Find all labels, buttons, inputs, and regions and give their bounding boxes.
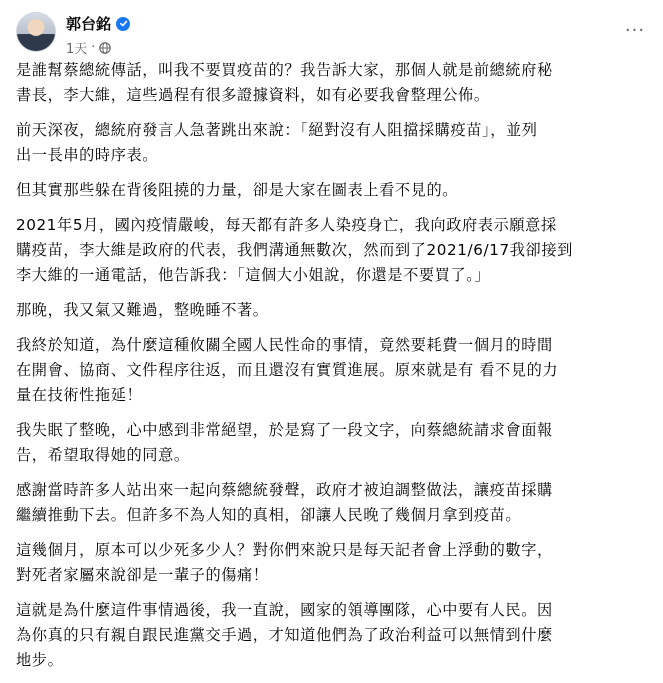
- verified-badge-icon: [116, 17, 130, 31]
- post-text-line: 李大維的一通電話，他告訴我：「這個大小姐說，你還是不要買了。」: [16, 266, 491, 284]
- post-paragraph: [16, 298, 644, 323]
- post-paragraph: [16, 213, 644, 288]
- post-text-line: 是誰幫蔡總統傳話，叫我不要買疫苗的？我告訴大家，那個人就是前總統府秘: [16, 61, 553, 79]
- post-text-line: 對死者家屬來說卻是一輩子的傷痛！: [16, 566, 269, 584]
- post-paragraph: [16, 418, 644, 468]
- post-text-line: 我終於知道，為什麼這種攸關全國人民性命的事情，竟然要耗費一個月的時間: [16, 336, 553, 354]
- globe-icon[interactable]: [99, 42, 111, 54]
- post-text-line: 2021年5月，國內疫情嚴峻，每天都有許多人染疫身亡，我向政府表示願意採: [16, 216, 557, 234]
- post-meta: [66, 38, 111, 57]
- post-text-line: 購疫苗，李大維是政府的代表，我們溝通無數次，然而到了2021/6/17我卻接到: [16, 241, 573, 259]
- post-paragraph: [16, 478, 644, 528]
- post-text-line: 我失眠了整晚，心中感到非常絕望，於是寫了一段文字，向蔡總統請求會面報: [16, 421, 553, 439]
- post-text-line: 前天深夜，總統府發言人急著跳出來說：「絕對沒有人阻擋採購疫苗」，並列: [16, 121, 538, 139]
- post-text-line: 告，希望取得她的同意。: [16, 446, 190, 464]
- post-text-line: 在開會、協商、文件程序往返，而且還沒有實質進展。原來就是有 看不見的力: [16, 361, 559, 379]
- post-text-line: 書長，李大維，這些過程有很多證據資料，如有必要我會整理公佈。: [16, 86, 490, 104]
- post-timestamp[interactable]: 1天: [66, 42, 88, 57]
- author-name[interactable]: 郭台銘: [66, 15, 112, 33]
- post-header: [16, 8, 663, 58]
- post-paragraph: [16, 178, 644, 203]
- post-text-line: 為你真的只有親自跟民進黨交手過，才知道他們為了政治利益可以無情到什麼: [16, 626, 553, 644]
- post-text-line: 那晚，我又氣又難過，整晚睡不著。: [16, 301, 269, 319]
- post-text-line: 這幾個月，原本可以少死多少人？對你們來說只是每天記者會上浮動的數字，: [16, 541, 553, 559]
- post-paragraph: [16, 333, 644, 408]
- post-text-line: 地步。: [16, 651, 64, 669]
- post-text-line: 量在技術性拖延！: [16, 386, 143, 404]
- post-text-line: 繼續推動下去。但許多不為人知的真相，卻讓人民晚了幾個月拿到疫苗。: [16, 506, 522, 524]
- post-paragraph: [16, 598, 644, 673]
- post-text-line: 但其實那些躲在背後阻撓的力量，卻是大家在圖表上看不見的。: [16, 181, 459, 199]
- author-name-row: [66, 13, 130, 34]
- post-paragraph: [16, 538, 644, 588]
- post-text-line: 感謝當時許多人站出來一起向蔡總統發聲，政府才被迫調整做法，讓疫苗採購: [16, 481, 553, 499]
- more-options-icon[interactable]: ···: [624, 19, 646, 41]
- meta-separator: ·: [91, 40, 96, 55]
- post-paragraph: [16, 118, 644, 168]
- post-text-line: 這就是為什麼這件事情過後，我一直說，國家的領導團隊，心中要有人民。因: [16, 601, 553, 619]
- post-body: [16, 58, 644, 683]
- author-avatar[interactable]: [16, 12, 56, 52]
- post-paragraph: [16, 58, 644, 108]
- post-text-line: 出一長串的時序表。: [16, 146, 159, 164]
